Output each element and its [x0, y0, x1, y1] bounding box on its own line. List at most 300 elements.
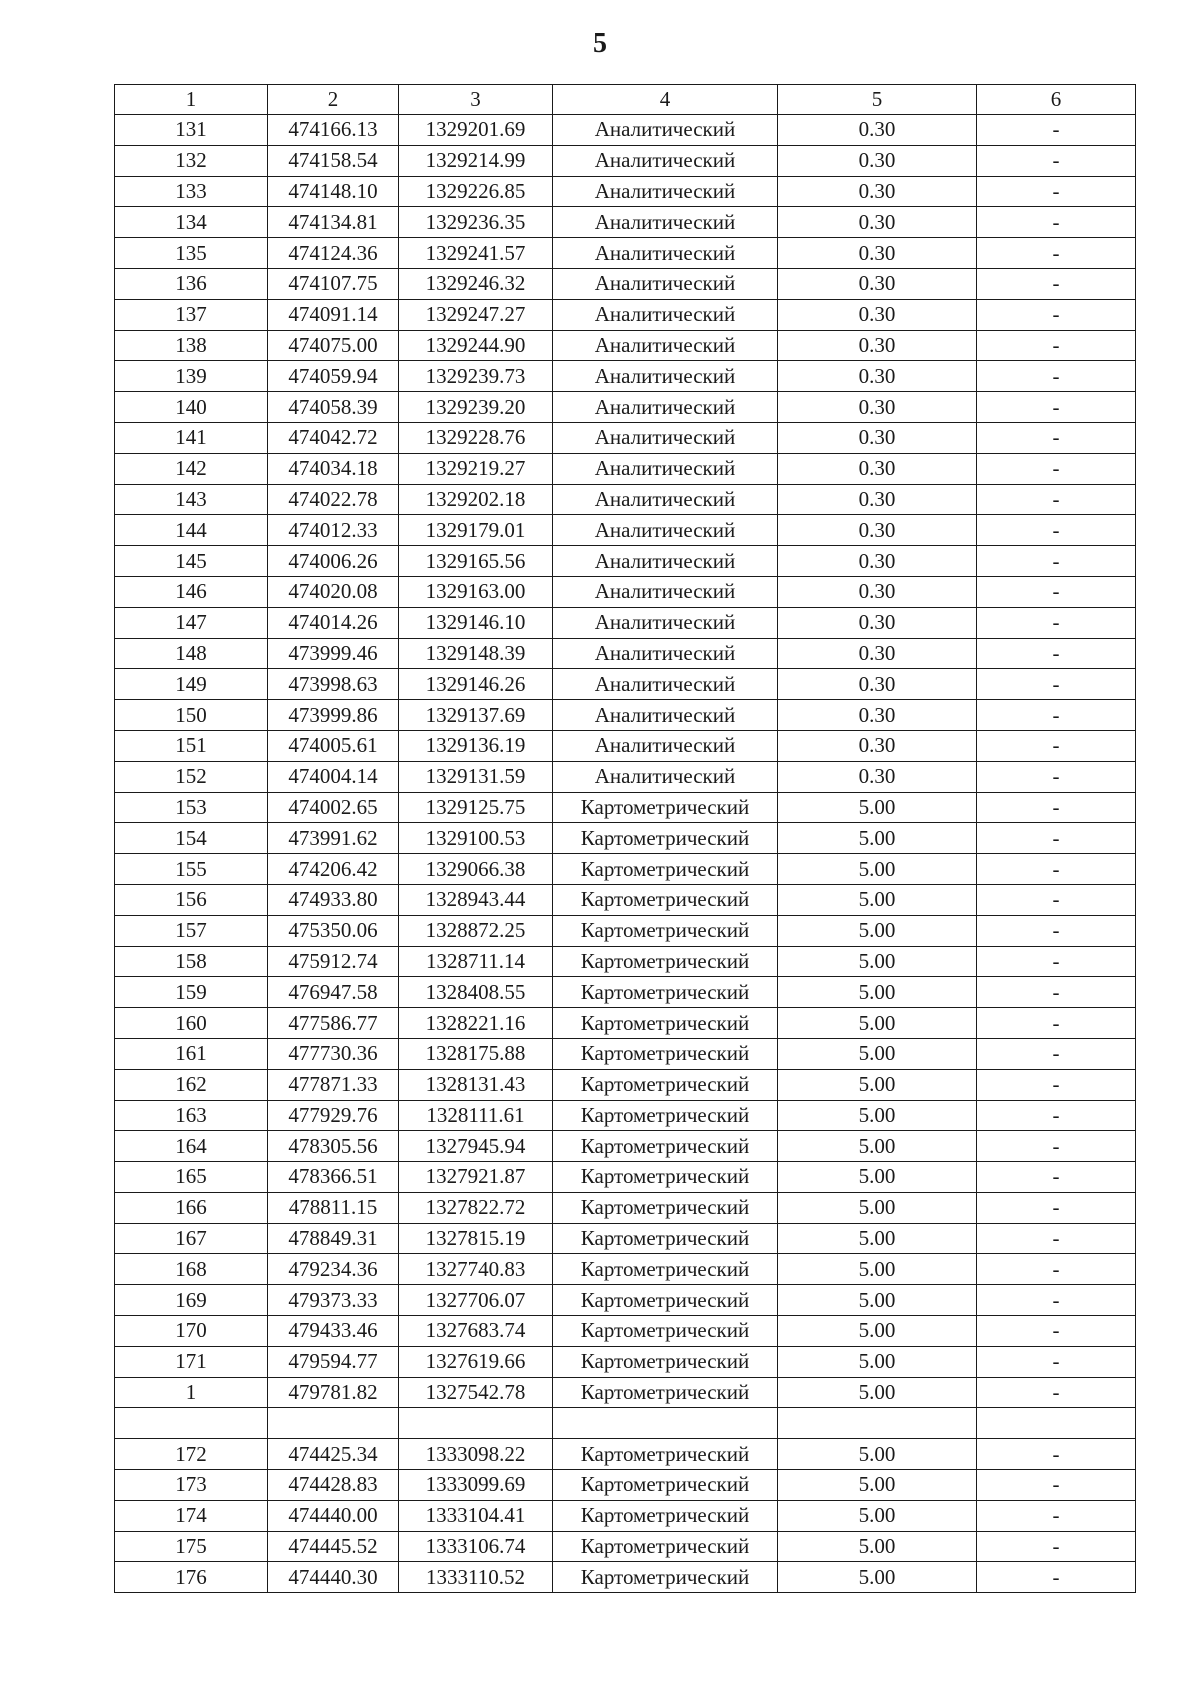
accuracy-cell: 0.30: [778, 700, 977, 731]
table-row: [115, 546, 1136, 577]
table-body: [115, 115, 1136, 1593]
method-cell: Аналитический: [553, 299, 778, 330]
accuracy-cell: 5.00: [778, 977, 977, 1008]
point-number-cell: 148: [115, 638, 268, 669]
table-row: [115, 946, 1136, 977]
point-number-cell: 139: [115, 361, 268, 392]
table-row: [115, 145, 1136, 176]
note-cell: -: [977, 1038, 1136, 1069]
y-coordinate-cell: 1329202.18: [399, 484, 553, 515]
y-coordinate-cell: 1333098.22: [399, 1439, 553, 1470]
y-coordinate-cell: 1329236.35: [399, 207, 553, 238]
accuracy-cell: [778, 1408, 977, 1439]
x-coordinate-cell: 474020.08: [268, 576, 399, 607]
y-coordinate-cell: 1328711.14: [399, 946, 553, 977]
note-cell: -: [977, 823, 1136, 854]
table-row: [115, 730, 1136, 761]
note-cell: -: [977, 1223, 1136, 1254]
table-row: [115, 1500, 1136, 1531]
x-coordinate-cell: 478811.15: [268, 1192, 399, 1223]
x-coordinate-cell: 475350.06: [268, 915, 399, 946]
table-row: [115, 1439, 1136, 1470]
method-cell: Картометрический: [553, 915, 778, 946]
table-row: [115, 207, 1136, 238]
y-coordinate-cell: 1327542.78: [399, 1377, 553, 1408]
y-coordinate-cell: 1329226.85: [399, 176, 553, 207]
y-coordinate-cell: 1329146.26: [399, 669, 553, 700]
table-row: [115, 1316, 1136, 1347]
note-cell: -: [977, 884, 1136, 915]
point-number-cell: 174: [115, 1500, 268, 1531]
y-coordinate-cell: 1329125.75: [399, 792, 553, 823]
accuracy-cell: 0.30: [778, 638, 977, 669]
method-cell: Картометрический: [553, 854, 778, 885]
y-coordinate-cell: 1329241.57: [399, 238, 553, 269]
table-row: [115, 1346, 1136, 1377]
table-row: [115, 1470, 1136, 1501]
point-number-cell: 164: [115, 1131, 268, 1162]
note-cell: -: [977, 700, 1136, 731]
accuracy-cell: 5.00: [778, 1562, 977, 1593]
method-cell: Картометрический: [553, 1192, 778, 1223]
y-coordinate-cell: 1327822.72: [399, 1192, 553, 1223]
accuracy-cell: 0.30: [778, 546, 977, 577]
y-coordinate-cell: 1328408.55: [399, 977, 553, 1008]
point-number-cell: 155: [115, 854, 268, 885]
x-coordinate-cell: 474091.14: [268, 299, 399, 330]
table-row: [115, 515, 1136, 546]
point-number-cell: 160: [115, 1008, 268, 1039]
point-number-cell: 145: [115, 546, 268, 577]
point-number-cell: 168: [115, 1254, 268, 1285]
note-cell: -: [977, 1254, 1136, 1285]
table-row: [115, 115, 1136, 146]
note-cell: -: [977, 145, 1136, 176]
point-number-cell: 175: [115, 1531, 268, 1562]
note-cell: -: [977, 176, 1136, 207]
x-coordinate-cell: 479781.82: [268, 1377, 399, 1408]
column-header: 2: [268, 85, 399, 115]
table-row: [115, 761, 1136, 792]
accuracy-cell: 0.30: [778, 669, 977, 700]
header-row: [115, 85, 1136, 115]
method-cell: Картометрический: [553, 1562, 778, 1593]
table-row: [115, 854, 1136, 885]
accuracy-cell: 5.00: [778, 1346, 977, 1377]
y-coordinate-cell: 1327740.83: [399, 1254, 553, 1285]
point-number-cell: 135: [115, 238, 268, 269]
method-cell: Картометрический: [553, 1100, 778, 1131]
note-cell: -: [977, 854, 1136, 885]
y-coordinate-cell: 1327921.87: [399, 1162, 553, 1193]
y-coordinate-cell: 1328943.44: [399, 884, 553, 915]
y-coordinate-cell: 1329239.73: [399, 361, 553, 392]
table-row: [115, 792, 1136, 823]
method-cell: Аналитический: [553, 268, 778, 299]
x-coordinate-cell: 476947.58: [268, 977, 399, 1008]
method-cell: Аналитический: [553, 176, 778, 207]
method-cell: Картометрический: [553, 1069, 778, 1100]
column-header: 5: [778, 85, 977, 115]
x-coordinate-cell: 474206.42: [268, 854, 399, 885]
note-cell: -: [977, 330, 1136, 361]
point-number-cell: 157: [115, 915, 268, 946]
x-coordinate-cell: 473991.62: [268, 823, 399, 854]
note-cell: -: [977, 207, 1136, 238]
point-number-cell: 171: [115, 1346, 268, 1377]
accuracy-cell: 5.00: [778, 915, 977, 946]
y-coordinate-cell: 1329244.90: [399, 330, 553, 361]
y-coordinate-cell: 1327619.66: [399, 1346, 553, 1377]
x-coordinate-cell: 479373.33: [268, 1285, 399, 1316]
point-number-cell: 173: [115, 1470, 268, 1501]
column-header: 3: [399, 85, 553, 115]
accuracy-cell: 0.30: [778, 761, 977, 792]
method-cell: Аналитический: [553, 207, 778, 238]
accuracy-cell: 5.00: [778, 1223, 977, 1254]
accuracy-cell: 0.30: [778, 268, 977, 299]
note-cell: -: [977, 268, 1136, 299]
method-cell: Аналитический: [553, 145, 778, 176]
table-row: [115, 1562, 1136, 1593]
x-coordinate-cell: 474042.72: [268, 422, 399, 453]
method-cell: Картометрический: [553, 1377, 778, 1408]
accuracy-cell: 0.30: [778, 607, 977, 638]
x-coordinate-cell: 474148.10: [268, 176, 399, 207]
accuracy-cell: 0.30: [778, 207, 977, 238]
accuracy-cell: 0.30: [778, 730, 977, 761]
note-cell: -: [977, 1316, 1136, 1347]
y-coordinate-cell: 1328872.25: [399, 915, 553, 946]
table-row: [115, 1285, 1136, 1316]
y-coordinate-cell: 1329148.39: [399, 638, 553, 669]
note-cell: -: [977, 361, 1136, 392]
accuracy-cell: 0.30: [778, 330, 977, 361]
method-cell: Картометрический: [553, 1131, 778, 1162]
accuracy-cell: 5.00: [778, 1285, 977, 1316]
y-coordinate-cell: 1329201.69: [399, 115, 553, 146]
note-cell: -: [977, 1192, 1136, 1223]
table-row: [115, 1069, 1136, 1100]
y-coordinate-cell: 1327683.74: [399, 1316, 553, 1347]
note-cell: -: [977, 422, 1136, 453]
accuracy-cell: 0.30: [778, 361, 977, 392]
y-coordinate-cell: 1329137.69: [399, 700, 553, 731]
x-coordinate-cell: 474428.83: [268, 1470, 399, 1501]
method-cell: Аналитический: [553, 576, 778, 607]
y-coordinate-cell: 1333099.69: [399, 1470, 553, 1501]
x-coordinate-cell: 478849.31: [268, 1223, 399, 1254]
note-cell: -: [977, 1346, 1136, 1377]
note-cell: -: [977, 607, 1136, 638]
table-row: [115, 484, 1136, 515]
y-coordinate-cell: 1329214.99: [399, 145, 553, 176]
accuracy-cell: 0.30: [778, 453, 977, 484]
point-number-cell: 153: [115, 792, 268, 823]
note-cell: -: [977, 1008, 1136, 1039]
method-cell: Аналитический: [553, 638, 778, 669]
table-row: [115, 823, 1136, 854]
x-coordinate-cell: 474005.61: [268, 730, 399, 761]
point-number-cell: 149: [115, 669, 268, 700]
point-number-cell: 137: [115, 299, 268, 330]
y-coordinate-cell: [399, 1408, 553, 1439]
x-coordinate-cell: 475912.74: [268, 946, 399, 977]
note-cell: -: [977, 515, 1136, 546]
accuracy-cell: 5.00: [778, 1038, 977, 1069]
table-row: [115, 977, 1136, 1008]
x-coordinate-cell: 477871.33: [268, 1069, 399, 1100]
point-number-cell: 163: [115, 1100, 268, 1131]
method-cell: Картометрический: [553, 1285, 778, 1316]
x-coordinate-cell: 474445.52: [268, 1531, 399, 1562]
point-number-cell: 142: [115, 453, 268, 484]
table-row: [115, 1377, 1136, 1408]
method-cell: Картометрический: [553, 1531, 778, 1562]
accuracy-cell: 0.30: [778, 392, 977, 423]
x-coordinate-cell: 477730.36: [268, 1038, 399, 1069]
point-number-cell: 169: [115, 1285, 268, 1316]
point-number-cell: 170: [115, 1316, 268, 1347]
accuracy-cell: 0.30: [778, 176, 977, 207]
y-coordinate-cell: 1329246.32: [399, 268, 553, 299]
point-number-cell: 144: [115, 515, 268, 546]
accuracy-cell: 5.00: [778, 1008, 977, 1039]
point-number-cell: 147: [115, 607, 268, 638]
note-cell: -: [977, 1470, 1136, 1501]
accuracy-cell: 5.00: [778, 1069, 977, 1100]
note-cell: -: [977, 1500, 1136, 1531]
method-cell: [553, 1408, 778, 1439]
accuracy-cell: 0.30: [778, 145, 977, 176]
point-number-cell: 140: [115, 392, 268, 423]
method-cell: Аналитический: [553, 730, 778, 761]
x-coordinate-cell: 478366.51: [268, 1162, 399, 1193]
y-coordinate-cell: 1328131.43: [399, 1069, 553, 1100]
note-cell: -: [977, 946, 1136, 977]
point-number-cell: 167: [115, 1223, 268, 1254]
note-cell: -: [977, 1531, 1136, 1562]
x-coordinate-cell: 474004.14: [268, 761, 399, 792]
table-row: [115, 176, 1136, 207]
point-number-cell: 152: [115, 761, 268, 792]
y-coordinate-cell: 1327815.19: [399, 1223, 553, 1254]
y-coordinate-cell: 1329219.27: [399, 453, 553, 484]
method-cell: Картометрический: [553, 884, 778, 915]
x-coordinate-cell: 474107.75: [268, 268, 399, 299]
note-cell: -: [977, 730, 1136, 761]
method-cell: Аналитический: [553, 115, 778, 146]
x-coordinate-cell: [268, 1408, 399, 1439]
accuracy-cell: 5.00: [778, 1162, 977, 1193]
method-cell: Картометрический: [553, 1346, 778, 1377]
point-number-cell: 131: [115, 115, 268, 146]
method-cell: Аналитический: [553, 669, 778, 700]
point-number-cell: 141: [115, 422, 268, 453]
x-coordinate-cell: 474933.80: [268, 884, 399, 915]
method-cell: Аналитический: [553, 392, 778, 423]
accuracy-cell: 5.00: [778, 1100, 977, 1131]
method-cell: Аналитический: [553, 761, 778, 792]
table-row: [115, 700, 1136, 731]
note-cell: -: [977, 1162, 1136, 1193]
method-cell: Картометрический: [553, 823, 778, 854]
accuracy-cell: 0.30: [778, 299, 977, 330]
accuracy-cell: 0.30: [778, 115, 977, 146]
x-coordinate-cell: 474440.00: [268, 1500, 399, 1531]
accuracy-cell: 5.00: [778, 1316, 977, 1347]
accuracy-cell: 5.00: [778, 946, 977, 977]
accuracy-cell: 5.00: [778, 1500, 977, 1531]
note-cell: -: [977, 1377, 1136, 1408]
method-cell: Аналитический: [553, 700, 778, 731]
method-cell: Аналитический: [553, 330, 778, 361]
table-row: [115, 1408, 1136, 1439]
table-row: [115, 1100, 1136, 1131]
point-number-cell: 132: [115, 145, 268, 176]
method-cell: Картометрический: [553, 1470, 778, 1501]
page-number: 5: [593, 28, 607, 59]
table-row: [115, 638, 1136, 669]
note-cell: -: [977, 392, 1136, 423]
accuracy-cell: 5.00: [778, 1192, 977, 1223]
table-row: [115, 361, 1136, 392]
table-row: [115, 1531, 1136, 1562]
y-coordinate-cell: 1328175.88: [399, 1038, 553, 1069]
x-coordinate-cell: 479594.77: [268, 1346, 399, 1377]
method-cell: Аналитический: [553, 422, 778, 453]
method-cell: Картометрический: [553, 977, 778, 1008]
y-coordinate-cell: 1328111.61: [399, 1100, 553, 1131]
table-row: [115, 1008, 1136, 1039]
accuracy-cell: 0.30: [778, 238, 977, 269]
method-cell: Аналитический: [553, 361, 778, 392]
point-number-cell: 154: [115, 823, 268, 854]
x-coordinate-cell: 474059.94: [268, 361, 399, 392]
y-coordinate-cell: 1329179.01: [399, 515, 553, 546]
table-row: [115, 392, 1136, 423]
y-coordinate-cell: 1333106.74: [399, 1531, 553, 1562]
point-number-cell: 143: [115, 484, 268, 515]
note-cell: -: [977, 915, 1136, 946]
y-coordinate-cell: 1329066.38: [399, 854, 553, 885]
accuracy-cell: 0.30: [778, 515, 977, 546]
method-cell: Картометрический: [553, 1162, 778, 1193]
note-cell: -: [977, 638, 1136, 669]
point-number-cell: 162: [115, 1069, 268, 1100]
table-row: [115, 607, 1136, 638]
note-cell: -: [977, 792, 1136, 823]
method-cell: Аналитический: [553, 546, 778, 577]
point-number-cell: 172: [115, 1439, 268, 1470]
point-number-cell: 151: [115, 730, 268, 761]
y-coordinate-cell: 1329165.56: [399, 546, 553, 577]
x-coordinate-cell: 474002.65: [268, 792, 399, 823]
table-row: [115, 453, 1136, 484]
x-coordinate-cell: 477929.76: [268, 1100, 399, 1131]
x-coordinate-cell: 474124.36: [268, 238, 399, 269]
note-cell: -: [977, 1069, 1136, 1100]
method-cell: Аналитический: [553, 453, 778, 484]
method-cell: Аналитический: [553, 238, 778, 269]
point-number-cell: 166: [115, 1192, 268, 1223]
method-cell: Аналитический: [553, 515, 778, 546]
table-row: [115, 915, 1136, 946]
y-coordinate-cell: 1329131.59: [399, 761, 553, 792]
x-coordinate-cell: 474058.39: [268, 392, 399, 423]
y-coordinate-cell: 1327706.07: [399, 1285, 553, 1316]
x-coordinate-cell: 474022.78: [268, 484, 399, 515]
note-cell: -: [977, 1562, 1136, 1593]
accuracy-cell: 0.30: [778, 422, 977, 453]
column-header: 1: [115, 85, 268, 115]
y-coordinate-cell: 1327945.94: [399, 1131, 553, 1162]
x-coordinate-cell: 474034.18: [268, 453, 399, 484]
column-header: 6: [977, 85, 1136, 115]
note-cell: -: [977, 453, 1136, 484]
note-cell: -: [977, 761, 1136, 792]
point-number-cell: 159: [115, 977, 268, 1008]
y-coordinate-cell: 1329163.00: [399, 576, 553, 607]
table-row: [115, 576, 1136, 607]
point-number-cell: 165: [115, 1162, 268, 1193]
note-cell: -: [977, 546, 1136, 577]
point-number-cell: 138: [115, 330, 268, 361]
note-cell: -: [977, 238, 1136, 269]
point-number-cell: [115, 1408, 268, 1439]
method-cell: Картометрический: [553, 792, 778, 823]
x-coordinate-cell: 479234.36: [268, 1254, 399, 1285]
method-cell: Картометрический: [553, 946, 778, 977]
x-coordinate-cell: 474075.00: [268, 330, 399, 361]
method-cell: Картометрический: [553, 1254, 778, 1285]
accuracy-cell: 5.00: [778, 1439, 977, 1470]
table-row: [115, 669, 1136, 700]
x-coordinate-cell: 474014.26: [268, 607, 399, 638]
note-cell: -: [977, 1100, 1136, 1131]
point-number-cell: 146: [115, 576, 268, 607]
y-coordinate-cell: 1333104.41: [399, 1500, 553, 1531]
x-coordinate-cell: 479433.46: [268, 1316, 399, 1347]
y-coordinate-cell: 1329146.10: [399, 607, 553, 638]
accuracy-cell: 0.30: [778, 484, 977, 515]
accuracy-cell: 5.00: [778, 1377, 977, 1408]
coordinates-table: [114, 84, 1136, 1593]
note-cell: -: [977, 1285, 1136, 1316]
method-cell: Картометрический: [553, 1223, 778, 1254]
point-number-cell: 156: [115, 884, 268, 915]
method-cell: Картометрический: [553, 1439, 778, 1470]
x-coordinate-cell: 477586.77: [268, 1008, 399, 1039]
note-cell: -: [977, 1131, 1136, 1162]
point-number-cell: 136: [115, 268, 268, 299]
table-row: [115, 299, 1136, 330]
table-row: [115, 268, 1136, 299]
y-coordinate-cell: 1329100.53: [399, 823, 553, 854]
accuracy-cell: 5.00: [778, 1531, 977, 1562]
note-cell: -: [977, 669, 1136, 700]
method-cell: Картометрический: [553, 1038, 778, 1069]
note-cell: -: [977, 1439, 1136, 1470]
x-coordinate-cell: 474012.33: [268, 515, 399, 546]
point-number-cell: 150: [115, 700, 268, 731]
column-header: 4: [553, 85, 778, 115]
method-cell: Аналитический: [553, 484, 778, 515]
table-row: [115, 884, 1136, 915]
method-cell: Аналитический: [553, 607, 778, 638]
method-cell: Картометрический: [553, 1008, 778, 1039]
point-number-cell: 1: [115, 1377, 268, 1408]
